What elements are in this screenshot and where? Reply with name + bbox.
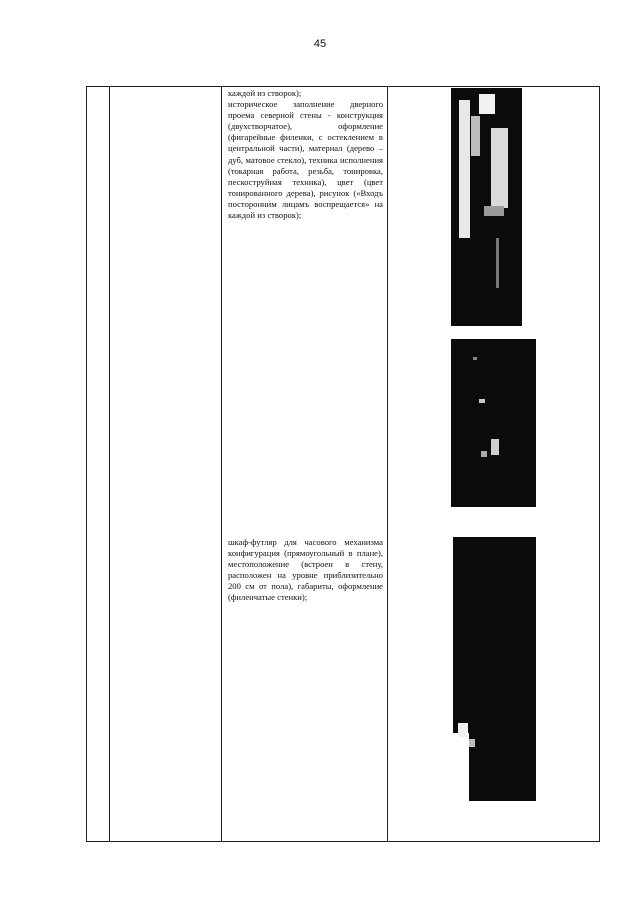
description-cell-door <box>228 88 383 221</box>
clock-case-photo <box>451 339 536 507</box>
column-divider <box>109 87 110 841</box>
description-paragraph: шкаф-футляр для часового механизма конфигурация (прямоугольный в плане), местоположение (встроен в стену, расположен на уровне приблизительно 200 см от пола), габариты, оформление (филенчатые стенки); <box>228 537 383 603</box>
description-cell-clock-case <box>228 537 383 604</box>
page-number: 45 <box>313 38 327 50</box>
column-divider <box>387 87 388 841</box>
door-photo <box>451 88 522 326</box>
clock-case-lower-photo <box>453 537 536 801</box>
description-paragraph: историческое заполнение дверного проема северной стены - конструкция (двухстворчатое), оформление (фигарейные филенки, с остеклением в центральной части), материал (дерево – дуб, матовое стекло), техника исполнения (токарная работа, резьба, тонировка, пескоструйная техника), цвет (цвет тонированного дерева), рисунок («Входъ посторонним лицамъ воспрещается» на каждой из створок); <box>228 99 383 221</box>
document-table <box>86 86 600 842</box>
description-line: каждой из створок); <box>228 88 302 98</box>
column-divider <box>221 87 222 841</box>
